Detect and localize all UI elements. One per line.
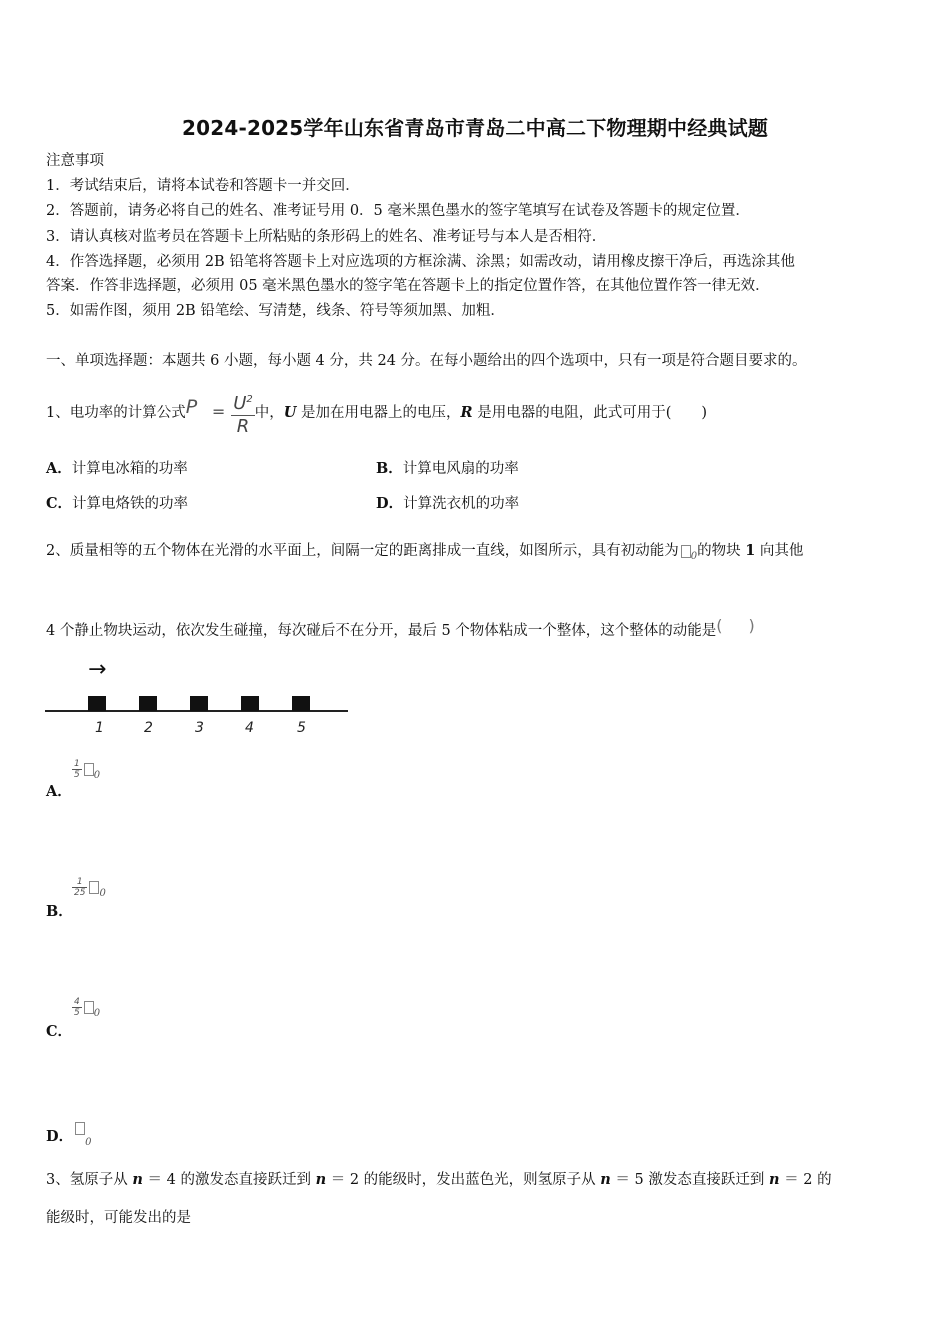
option-text: 计算电冰箱的功率	[71, 461, 188, 477]
fraction	[72, 877, 87, 898]
fraction-denominator: 25	[74, 888, 86, 898]
formula-numerator: U	[233, 392, 247, 414]
q3-var-n: n	[315, 1171, 327, 1188]
q3-text: ＝ 2 的能级时，发出蓝色光，则氢原子从	[326, 1172, 601, 1188]
energy-placeholder-icon	[75, 1122, 85, 1135]
q2-option-b[interactable]: B．	[46, 903, 73, 920]
q1-option-b[interactable]	[376, 459, 519, 479]
notice-heading: 注意事项	[46, 153, 104, 169]
q1-text-d: )	[701, 405, 708, 421]
formula-exponent: 2	[246, 393, 253, 405]
question-2-line-2	[46, 616, 755, 641]
q1-option-c[interactable]	[46, 494, 188, 514]
block-4	[241, 696, 259, 711]
q3-var-n: n	[769, 1171, 780, 1188]
notice-item: 4．作答选择题，必须用 2B 铅笔将答题卡上对应选项的方框涂满、涂黑；如需改动，请用橡皮擦干净后，再选涂其他	[46, 254, 795, 270]
fraction-denominator: 5	[74, 770, 80, 780]
energy-placeholder-icon	[84, 1001, 94, 1014]
option-text: 计算电烙铁的功率	[72, 496, 189, 512]
q2-option-a[interactable]: A．	[46, 783, 72, 800]
q3-var-n: n	[132, 1171, 143, 1188]
question-3-line-2: 能级时，可能发出的是	[46, 1210, 191, 1226]
q2-block-number: 1	[745, 542, 756, 559]
q1-text-b: 是加在用电器上的电压，	[296, 405, 461, 421]
energy-subscript: 0	[99, 888, 106, 899]
fraction-denominator: 5	[74, 1008, 80, 1018]
question-3-line-1	[46, 1170, 832, 1190]
option-text: 计算电风扇的功率	[402, 461, 519, 477]
energy-subscript: 0	[690, 551, 698, 562]
q1-option-a[interactable]	[46, 459, 188, 479]
block-label: 2	[144, 720, 153, 736]
block-label: 3	[195, 720, 204, 736]
fraction	[72, 997, 82, 1018]
notice-item: 5．如需作图，须用 2B 铅笔绘、写清楚，线条、符号等须加黑、加粗．	[46, 303, 505, 319]
formula-fraction	[231, 389, 255, 438]
q1-option-d[interactable]	[376, 494, 519, 514]
q2-text: 2、质量相等的五个物体在光滑的水平面上，间隔一定的距离排成一直线，如图所示，具有初动能为	[46, 543, 679, 559]
fraction-numerator: 1	[74, 759, 80, 769]
block-label: 4	[245, 720, 254, 736]
q3-var-n: n	[600, 1171, 611, 1188]
answer-paren-right: )	[748, 616, 755, 635]
velocity-arrow-icon: →	[88, 657, 107, 682]
option-label: D．	[46, 1128, 74, 1145]
q1-text-c: 是用电器的电阻，此式可用于(	[472, 405, 672, 421]
q3-text: ＝ 2 的	[779, 1172, 832, 1188]
fraction-numerator: 4	[74, 997, 80, 1007]
q2-text: 4 个静止物块运动，依次发生碰撞，每次碰后不在分开，最后 5 个物体粘成一个整体，这个整体的动能是	[46, 623, 717, 639]
q2-option-b-value	[72, 877, 106, 899]
q2-option-a-value	[72, 759, 100, 781]
page-title: 2024-2025学年山东省青岛市青岛二中高二下物理期中经典试题	[181, 116, 769, 140]
notice-item: 1．考试结束后，请将本试卷和答题卡一并交回．	[46, 178, 360, 194]
q3-text: ＝ 4 的激发态直接跃迁到	[142, 1172, 316, 1188]
block-label: 5	[297, 720, 306, 736]
energy-placeholder-icon	[89, 881, 99, 894]
section-heading: 一、单项选择题：本题共 6 小题，每小题 4 分，共 24 分。在每小题给出的四个选项中，只有一项是符合题目要求的。	[46, 353, 807, 369]
question-1	[46, 384, 708, 437]
energy-placeholder-icon	[84, 763, 94, 776]
option-label: D．	[376, 495, 404, 512]
option-label: A．	[46, 460, 72, 477]
option-text: 计算洗衣机的功率	[403, 496, 520, 512]
block-3	[190, 696, 208, 711]
q2-option-d[interactable]	[46, 1122, 91, 1153]
q3-text: ＝ 5 激发态直接跃迁到	[610, 1172, 769, 1188]
notice-item: 3．请认真核对监考员在答题卡上所粘贴的条形码上的姓名、准考证号与本人是否相符．	[46, 229, 607, 245]
energy-placeholder-icon	[681, 545, 691, 558]
block-5	[292, 696, 310, 711]
block-1	[88, 696, 106, 711]
q1-text-a: 中，	[254, 405, 284, 421]
option-label: B．	[376, 460, 403, 477]
q1-var-r: R	[460, 404, 473, 421]
energy-subscript: 0	[85, 1137, 92, 1148]
q1-prefix: 1、电功率的计算公式	[46, 405, 186, 421]
question-2-line-1	[46, 541, 803, 567]
energy-subscript: 0	[93, 770, 101, 781]
option-label: C．	[46, 495, 73, 512]
q2-text: 的物块	[697, 543, 746, 559]
notice-item: 答案．作答非选择题，必须用 05 毫米黑色墨水的签字笔在答题卡上的指定位置作答，在其他位置作答一律无效．	[46, 278, 770, 294]
fraction-numerator: 1	[72, 877, 87, 888]
q1-var-u: U	[283, 404, 297, 421]
energy-subscript: 0	[93, 1008, 101, 1019]
formula-denominator: R	[236, 415, 250, 437]
block-label: 1	[95, 720, 104, 736]
fraction	[72, 759, 82, 780]
q2-text: 向其他	[755, 543, 804, 559]
notice-item: 2．答题前，请务必将自己的姓名、准考证号用 0．5 毫米黑色墨水的签字笔填写在试卷及答题卡的规定位置．	[46, 203, 750, 219]
q2-option-c[interactable]: C．	[46, 1023, 73, 1040]
formula-equals: =	[211, 402, 226, 421]
answer-paren-left: (	[716, 616, 723, 635]
q3-text: 3、氢原子从	[46, 1172, 133, 1188]
block-2	[139, 696, 157, 711]
blocks-figure	[40, 656, 360, 742]
q2-option-c-value	[72, 997, 100, 1019]
formula-lhs: P	[185, 396, 198, 418]
